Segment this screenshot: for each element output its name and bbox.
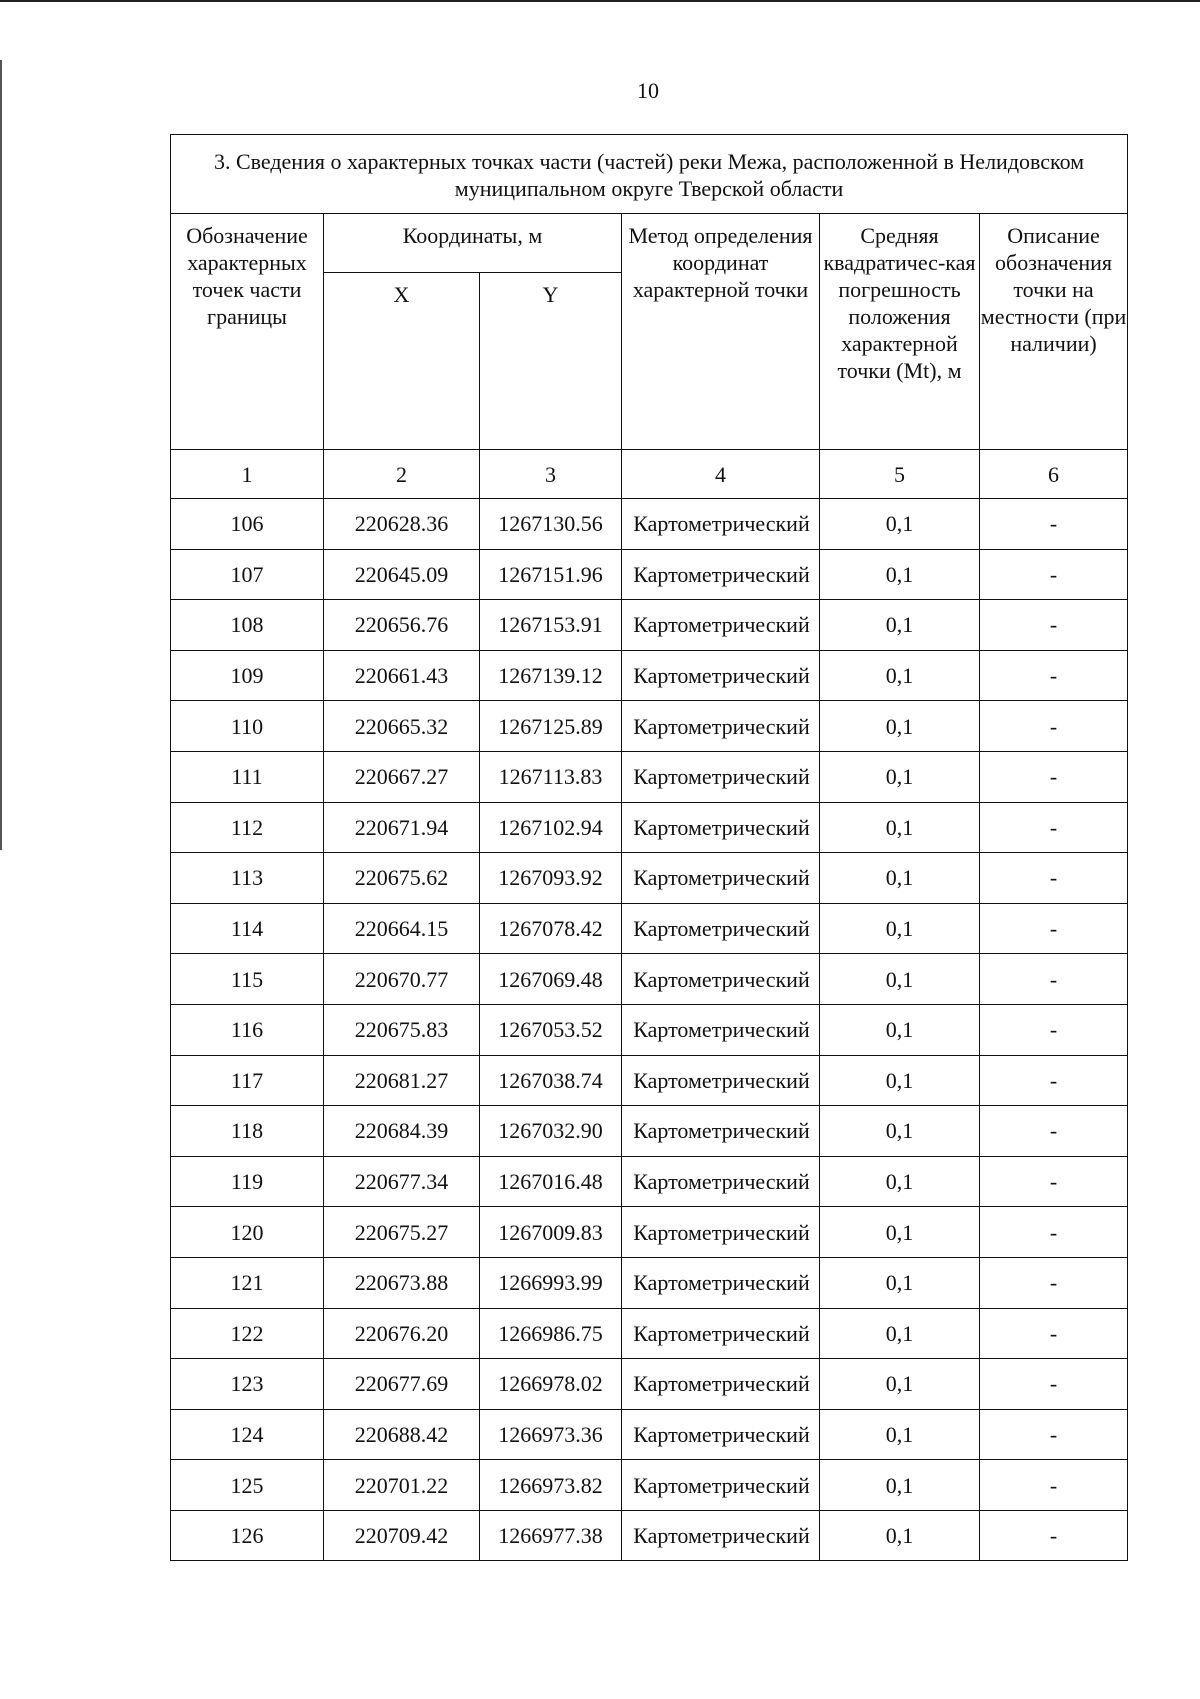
header-rmse: Средняя квадратичес-кая погрешность положения характерной точки (Mt), м (820, 214, 980, 450)
table-row (171, 1055, 1128, 1106)
column-number: 3 (480, 450, 622, 499)
x-coordinate-cell: 220661.43 (324, 650, 480, 701)
table-row (171, 903, 1128, 954)
rmse-cell: 0,1 (820, 1156, 980, 1207)
method-cell: Картометрический (622, 1106, 820, 1157)
method-cell: Картометрический (622, 1207, 820, 1258)
table-title: 3. Сведения о характерных точках части (частей) реки Межа, расположенной в Нелидовском муниципальном округе Тверской области (171, 135, 1128, 214)
x-coordinate-cell: 220673.88 (324, 1257, 480, 1308)
point-cell: 126 (171, 1510, 324, 1561)
scan-edge-top (0, 0, 1200, 2)
description-cell: - (980, 1257, 1128, 1308)
method-cell: Картометрический (622, 1257, 820, 1308)
method-cell: Картометрический (622, 1004, 820, 1055)
table-row (171, 802, 1128, 853)
description-cell: - (980, 1308, 1128, 1359)
point-cell: 125 (171, 1460, 324, 1511)
method-cell: Картометрический (622, 1510, 820, 1561)
x-coordinate-cell: 220664.15 (324, 903, 480, 954)
table-row (171, 1510, 1128, 1561)
method-cell: Картометрический (622, 499, 820, 550)
rmse-cell: 0,1 (820, 1460, 980, 1511)
method-cell: Картометрический (622, 903, 820, 954)
rmse-cell: 0,1 (820, 1510, 980, 1561)
column-number: 5 (820, 450, 980, 499)
description-cell: - (980, 954, 1128, 1005)
rmse-cell: 0,1 (820, 650, 980, 701)
column-number: 2 (324, 450, 480, 499)
description-cell: - (980, 853, 1128, 904)
header-coordinates: Координаты, м (324, 214, 622, 273)
point-cell: 106 (171, 499, 324, 550)
point-cell: 123 (171, 1359, 324, 1410)
y-coordinate-cell: 1267053.52 (480, 1004, 622, 1055)
x-coordinate-cell: 220684.39 (324, 1106, 480, 1157)
y-coordinate-cell: 1267113.83 (480, 751, 622, 802)
rmse-cell: 0,1 (820, 751, 980, 802)
point-cell: 116 (171, 1004, 324, 1055)
y-coordinate-cell: 1267093.92 (480, 853, 622, 904)
method-cell: Картометрический (622, 1055, 820, 1106)
y-coordinate-cell: 1266978.02 (480, 1359, 622, 1410)
table-row (171, 1156, 1128, 1207)
x-coordinate-cell: 220676.20 (324, 1308, 480, 1359)
table-row (171, 1106, 1128, 1157)
header-designation: Обозначение характерных точек части границы (171, 214, 324, 450)
method-cell: Картометрический (622, 751, 820, 802)
y-coordinate-cell: 1267009.83 (480, 1207, 622, 1258)
page-number: 10 (637, 78, 659, 103)
x-coordinate-cell: 220665.32 (324, 701, 480, 752)
rmse-cell: 0,1 (820, 802, 980, 853)
rmse-cell: 0,1 (820, 1409, 980, 1460)
point-cell: 113 (171, 853, 324, 904)
description-cell: - (980, 802, 1128, 853)
header-y: Y (480, 273, 622, 450)
point-cell: 122 (171, 1308, 324, 1359)
header-description: Описание обозначения точки на местности (при наличии) (980, 214, 1128, 450)
method-cell: Картометрический (622, 1460, 820, 1511)
description-cell: - (980, 1359, 1128, 1410)
y-coordinate-cell: 1266977.38 (480, 1510, 622, 1561)
description-cell: - (980, 1106, 1128, 1157)
description-cell: - (980, 1207, 1128, 1258)
rmse-cell: 0,1 (820, 499, 980, 550)
table-body (171, 499, 1128, 1561)
table-row (171, 600, 1128, 651)
method-cell: Картометрический (622, 954, 820, 1005)
point-cell: 118 (171, 1106, 324, 1157)
x-coordinate-cell: 220677.69 (324, 1359, 480, 1410)
rmse-cell: 0,1 (820, 954, 980, 1005)
y-coordinate-cell: 1267078.42 (480, 903, 622, 954)
rmse-cell: 0,1 (820, 853, 980, 904)
y-coordinate-cell: 1266993.99 (480, 1257, 622, 1308)
y-coordinate-cell: 1267151.96 (480, 549, 622, 600)
rmse-cell: 0,1 (820, 1257, 980, 1308)
description-cell: - (980, 499, 1128, 550)
rmse-cell: 0,1 (820, 1207, 980, 1258)
point-cell: 119 (171, 1156, 324, 1207)
x-coordinate-cell: 220667.27 (324, 751, 480, 802)
point-cell: 111 (171, 751, 324, 802)
rmse-cell: 0,1 (820, 1004, 980, 1055)
rmse-cell: 0,1 (820, 549, 980, 600)
description-cell: - (980, 650, 1128, 701)
y-coordinate-cell: 1267153.91 (480, 600, 622, 651)
description-cell: - (980, 1460, 1128, 1511)
description-cell: - (980, 549, 1128, 600)
point-cell: 120 (171, 1207, 324, 1258)
table-row (171, 751, 1128, 802)
table-row (171, 701, 1128, 752)
method-cell: Картометрический (622, 1409, 820, 1460)
method-cell: Картометрический (622, 600, 820, 651)
description-cell: - (980, 1055, 1128, 1106)
table-row (171, 1004, 1128, 1055)
y-coordinate-cell: 1266973.36 (480, 1409, 622, 1460)
table-row (171, 853, 1128, 904)
table-row (171, 1308, 1128, 1359)
x-coordinate-cell: 220688.42 (324, 1409, 480, 1460)
rmse-cell: 0,1 (820, 1106, 980, 1157)
description-cell: - (980, 600, 1128, 651)
rmse-cell: 0,1 (820, 1308, 980, 1359)
table-row (171, 549, 1128, 600)
x-coordinate-cell: 220675.27 (324, 1207, 480, 1258)
column-number: 6 (980, 450, 1128, 499)
point-cell: 124 (171, 1409, 324, 1460)
method-cell: Картометрический (622, 701, 820, 752)
description-cell: - (980, 1156, 1128, 1207)
description-cell: - (980, 1409, 1128, 1460)
table-row (171, 499, 1128, 550)
x-coordinate-cell: 220701.22 (324, 1460, 480, 1511)
x-coordinate-cell: 220681.27 (324, 1055, 480, 1106)
rmse-cell: 0,1 (820, 1359, 980, 1410)
method-cell: Картометрический (622, 1359, 820, 1410)
method-cell: Картометрический (622, 853, 820, 904)
y-coordinate-cell: 1267139.12 (480, 650, 622, 701)
table-row (171, 650, 1128, 701)
point-cell: 112 (171, 802, 324, 853)
x-coordinate-cell: 220675.62 (324, 853, 480, 904)
point-cell: 114 (171, 903, 324, 954)
x-coordinate-cell: 220628.36 (324, 499, 480, 550)
y-coordinate-cell: 1266986.75 (480, 1308, 622, 1359)
rmse-cell: 0,1 (820, 1055, 980, 1106)
rmse-cell: 0,1 (820, 701, 980, 752)
y-coordinate-cell: 1267032.90 (480, 1106, 622, 1157)
y-coordinate-cell: 1267130.56 (480, 499, 622, 550)
header-method: Метод определения координат характерной точки (622, 214, 820, 450)
description-cell: - (980, 751, 1128, 802)
method-cell: Картометрический (622, 802, 820, 853)
rmse-cell: 0,1 (820, 600, 980, 651)
scan-edge-left (0, 60, 2, 850)
x-coordinate-cell: 220656.76 (324, 600, 480, 651)
characteristic-points-table (170, 134, 1128, 1561)
column-number: 1 (171, 450, 324, 499)
point-cell: 117 (171, 1055, 324, 1106)
x-coordinate-cell: 220671.94 (324, 802, 480, 853)
x-coordinate-cell: 220709.42 (324, 1510, 480, 1561)
method-cell: Картометрический (622, 1156, 820, 1207)
rmse-cell: 0,1 (820, 903, 980, 954)
method-cell: Картометрический (622, 650, 820, 701)
point-cell: 115 (171, 954, 324, 1005)
header-x: X (324, 273, 480, 450)
point-cell: 121 (171, 1257, 324, 1308)
y-coordinate-cell: 1267102.94 (480, 802, 622, 853)
x-coordinate-cell: 220645.09 (324, 549, 480, 600)
y-coordinate-cell: 1267038.74 (480, 1055, 622, 1106)
point-cell: 109 (171, 650, 324, 701)
point-cell: 108 (171, 600, 324, 651)
description-cell: - (980, 1510, 1128, 1561)
description-cell: - (980, 701, 1128, 752)
x-coordinate-cell: 220675.83 (324, 1004, 480, 1055)
table-row (171, 954, 1128, 1005)
table-row (171, 1207, 1128, 1258)
y-coordinate-cell: 1267125.89 (480, 701, 622, 752)
description-cell: - (980, 1004, 1128, 1055)
y-coordinate-cell: 1266973.82 (480, 1460, 622, 1511)
method-cell: Картометрический (622, 1308, 820, 1359)
table-row (171, 1409, 1128, 1460)
table-row (171, 1460, 1128, 1511)
table-row (171, 1257, 1128, 1308)
column-number: 4 (622, 450, 820, 499)
table-row (171, 1359, 1128, 1410)
method-cell: Картометрический (622, 549, 820, 600)
x-coordinate-cell: 220677.34 (324, 1156, 480, 1207)
y-coordinate-cell: 1267069.48 (480, 954, 622, 1005)
description-cell: - (980, 903, 1128, 954)
x-coordinate-cell: 220670.77 (324, 954, 480, 1005)
y-coordinate-cell: 1267016.48 (480, 1156, 622, 1207)
point-cell: 107 (171, 549, 324, 600)
point-cell: 110 (171, 701, 324, 752)
